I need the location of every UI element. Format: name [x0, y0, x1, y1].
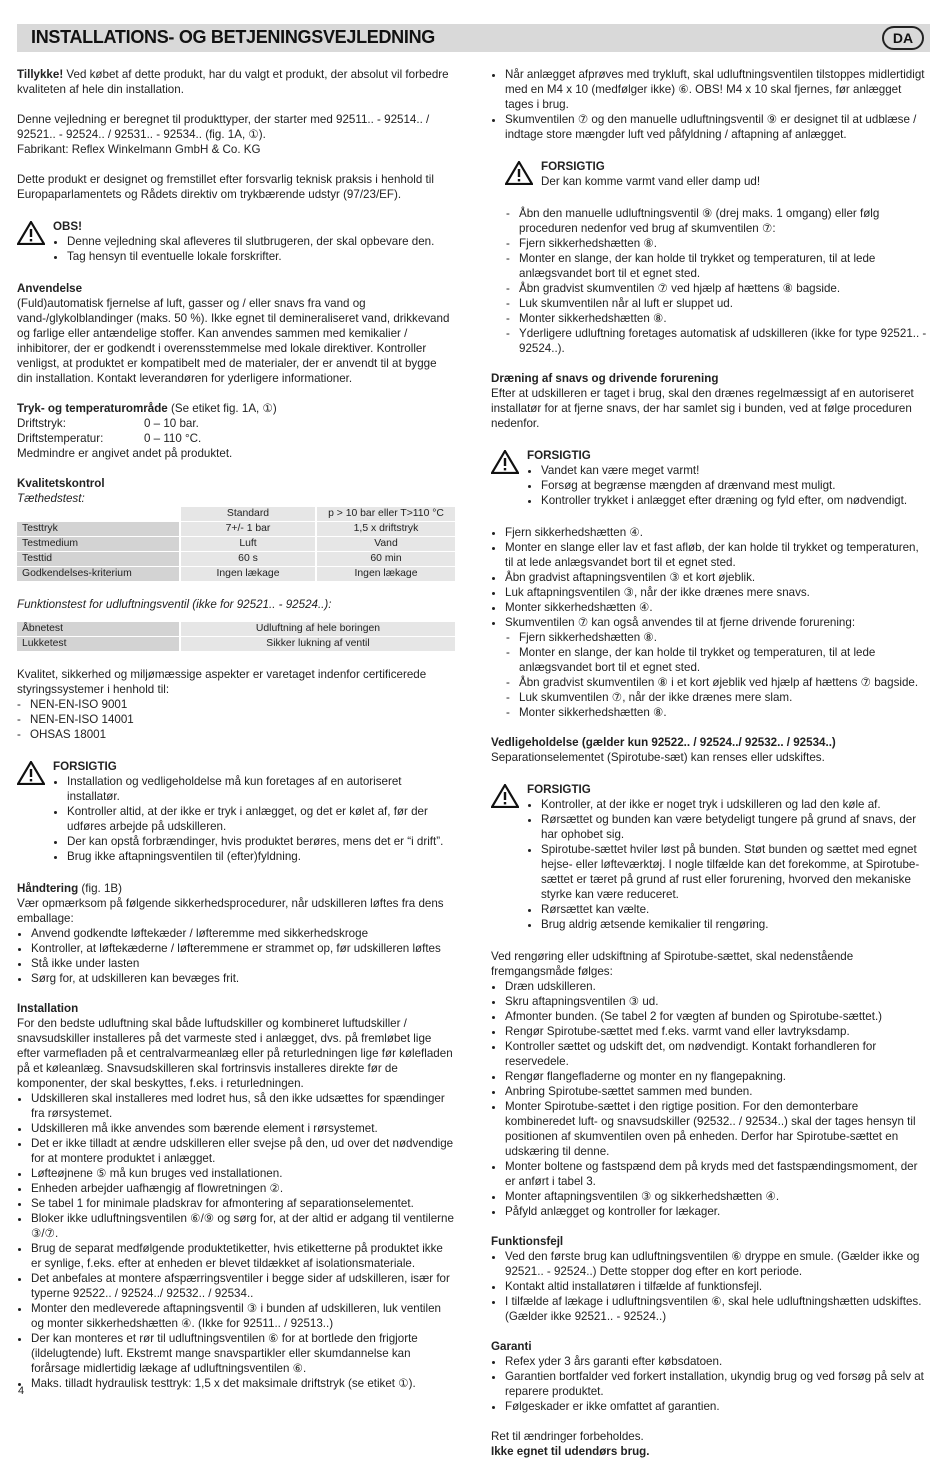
table-row [17, 622, 455, 637]
list-item: • Rørsættet og bunden kan være betydeligt tungere på grund af snavs, der har ophobet sig. [541, 812, 930, 842]
section-heading-funktionsfejl: Funktionsfejl [491, 1235, 564, 1248]
warning-icon [17, 221, 45, 245]
list-item: • Monter den medleverede aftapningsventil ③ i bunden af udskilleren, luk ventilen og monter sikkerhedshætten ④. (Ikke for 92511.. / 92513..) [31, 1301, 455, 1331]
table-cell: Vand [316, 537, 455, 552]
list-item: • Monter Spirotube-sættet i den rigtige position. For den demonterbare kombineredet luft- og snavsudskiller (92532.. / 92534..) skal der tages hensyn til positionen af skumventilen oven på enheden. Derfor har Spirotube-sættet en udskæring til denne. [505, 1099, 930, 1159]
caution-title: FORSIGTIG [541, 160, 605, 173]
list-item: • Garantien bortfalder ved forkert installation, ukyndig brug og ved forsøg på selv at reparere produktet. [505, 1369, 930, 1399]
list-item: • Installation og vedligeholdelse må kun foretages af en autoriseret installatør. [67, 774, 455, 804]
list-item: - Monter en slange, der kan holde til trykket og temperaturen, til at lede anlægsvandet bort til et egnet sted. [519, 251, 930, 281]
list-item: • Refex yder 3 års garanti efter købsdatoen. [505, 1354, 930, 1369]
vedligeholdelse-text: Separationselementet (Spirotube-sæt) kan renses eller udskiftes. [491, 751, 825, 764]
list-item: • Se tabel 1 for minimale pladskrav for afmontering af separationselementet. [31, 1196, 455, 1211]
handtering-text: Vær opmærksom på følgende sikkerhedsprocedurer, når udskilleren løftes fra dens emballage: [17, 897, 444, 925]
kvalitet-systems-text: Kvalitet, sikkerhed og miljømæssige aspekter er varetaget indenfor certificerede styringssystemer i henhold til: [17, 668, 427, 696]
list-item: • Rengør Spirotube-sættet med f.eks. varmt vand eller lavtryksdamp. [505, 1024, 930, 1039]
table-row [17, 637, 455, 652]
section-heading-handtering: Håndtering [17, 882, 79, 895]
table-row [17, 552, 455, 567]
list-item: • Brug de separat medfølgende produktetiketter, hvis etiketterne på produktet ikke er synlige, f.eks. efter at enheden er blevet tildækket af isolationsmateriale. [31, 1241, 455, 1271]
table-header-cell: Standard [180, 507, 316, 522]
table-cell: 1,5 x driftstryk [316, 522, 455, 537]
table-cell: Ingen lækage [316, 567, 455, 582]
test-list [491, 67, 930, 142]
table-cell: Luft [180, 537, 316, 552]
section-heading-garanti: Garanti [491, 1340, 532, 1353]
funktionstest-label: Funktionstest for udluftningsventil (ikke for 92521.. - 92524..): [17, 598, 332, 611]
changes-reserved: Ret til ændringer forbeholdes. [491, 1430, 644, 1443]
list-item: • Luk aftapningsventilen ③, når der ikke drænes mere snavs. [505, 585, 930, 600]
garanti-list [491, 1354, 930, 1414]
intro-paragraph [17, 67, 455, 97]
page-number: 4 [18, 1385, 25, 1397]
table-cell: 60 s [180, 552, 316, 567]
driftstemp-value: 0 – 110 °C. [144, 432, 202, 445]
caution-text: Der kan komme varmt vand eller damp ud! [541, 175, 761, 188]
list-item: • Det er ikke tilladt at ændre udskilleren eller svejse på den, ud over det nødvendige for at montere produktet i anlægget. [31, 1136, 455, 1166]
list-item: • Monter sikkerhedshætten ④. [505, 600, 930, 615]
obs-notice [17, 219, 455, 264]
taethedstest-label: Tæthedstest: [17, 492, 85, 505]
list-item: • Monter boltene og fastspænd dem på kryds med det fastspændingsmoment, der er anført i tabel 3. [505, 1159, 930, 1189]
list-item: • Fjern sikkerhedshætten ④. [505, 525, 930, 540]
table-cell: Ingen lækage [180, 567, 316, 582]
list-item: • Vandet kan være meget varmt! [541, 463, 930, 478]
list-item: • Åbn gradvist aftapningsventilen ③ et kort øjeblik. [505, 570, 930, 585]
driftstryk-row [17, 416, 455, 431]
list-item: - Monter sikkerhedshætten ⑧. [519, 311, 930, 326]
handtering-ref: (fig. 1B) [78, 882, 123, 895]
list-item: • Anbring Spirotube-sættet sammen med bunden. [505, 1084, 930, 1099]
list-item: - Fjern sikkerhedshætten ⑧. [519, 236, 930, 251]
intro-directive: Dette produkt er designet og fremstillet efter forsvarlig teknisk praksis i henhold til Europaparlamentets og Rådets direktiv om trykbærende udstyr (97/23/EF). [17, 173, 434, 201]
list-item: • Forsøg at begrænse mængden af drænvand mest muligt. [541, 478, 930, 493]
table-header-row [17, 507, 455, 522]
list-item: - Monter sikkerhedshætten ⑧. [519, 705, 930, 720]
intro-bold: Tillykke! [17, 68, 64, 81]
intro-manufacturer: Fabrikant: Reflex Winkelmann GmbH & Co. KG [17, 143, 261, 156]
intro-product-types: Denne vejledning er beregnet til produkttyper, der starter med 92511.. - 92514.. / 92521.. - 92524.. / 92531.. - 92534.. (fig. 1A, ①). [17, 113, 430, 141]
list-item: • Udskilleren må ikke anvendes som bærende element i rørsystemet. [31, 1121, 455, 1136]
list-item: • Stå ikke under lasten [31, 956, 455, 971]
list-item: - Fjern sikkerhedshætten ⑧. [519, 630, 930, 645]
list-item: • Afmonter bunden. (Se tabel 2 for vægten af bunden og Spirotube-sættet.) [505, 1009, 930, 1024]
standards-list [17, 697, 455, 742]
installation-list [17, 1091, 455, 1391]
quality-table [17, 507, 455, 582]
list-item: • Enheden arbejder uafhængig af flowretningen ②. [31, 1181, 455, 1196]
section-heading-vedligeholdelse: Vedligeholdelse (gælder kun 92522.. / 92524../ 92532.. / 92534..) [491, 736, 836, 749]
list-item: • Maks. tilladt hydraulisk testtryk: 1,5 x det maksimale driftstryk (se etiket ①). [31, 1376, 455, 1391]
list-item: • Spirotube-sættet hviler løst på bunden. Støt bunden og sættet med egnet hejse- eller løfteværktøj. I nogle tilfælde kan det forekomme, at Spirotube-sættet er tæret på grund af rust eller forurening, hvorved den mekaniske styrke kan være reduceret. [541, 842, 930, 902]
tryk-ref: (Se etiket fig. 1A, ①) [167, 402, 277, 415]
table-cell: Testtryk [17, 522, 180, 537]
section-heading-tryk: Tryk- og temperaturområde [17, 402, 168, 415]
table-cell: Godkendelses-kriterium [17, 567, 180, 582]
caution-notice [491, 159, 930, 189]
venting-steps [491, 206, 930, 356]
list-item: - Monter en slange, der kan holde til trykket og temperaturen, til at lede anlægsvandet bort til et egnet sted. [519, 645, 930, 675]
list-item: - OHSAS 18001 [30, 727, 455, 742]
list-item: • Rørsættet kan vælte. [541, 902, 930, 917]
list-item: - Yderligere udluftning foretages automatisk af udskilleren (ikke for type 92521.. - 92524..). [519, 326, 930, 356]
section-heading-anvendelse: Anvendelse [17, 282, 83, 295]
list-item: - Åbn gradvist skumventilen ⑧ i et kort øjeblik ved hjælp af hættens ⑦ bagside. [519, 675, 930, 690]
list-item: • Skumventilen ⑦ kan også anvendes til at fjerne drivende forurening: [505, 615, 930, 630]
list-item: • Rengør flangefladerne og monter en ny flangepakning. [505, 1069, 930, 1084]
warning-icon [17, 761, 45, 785]
funktionsfejl-list [491, 1249, 930, 1324]
anvendelse-text: (Fuld)automatisk fjernelse af luft, gasser og / eller snavs fra vand og vand-/glykolblandinger (maks. 50 %). Ikke egnet til demineraliseret vand, drikkevand og farlige eller antændelige stoffer. Kan anvendes sammen med kemikalier / inhibitorer, der er godkendt i overensstemmelse med lokale direktiver. Kontroller venligst, at produktet er kompatibelt med de materialer, der er anvendt til at bygge din installation. Kontakt leverandøren for yderligere informationer. [17, 297, 450, 385]
driftstemp-label: Driftstemperatur: [17, 432, 104, 445]
list-item: • Tag hensyn til eventuelle lokale forskrifter. [67, 249, 455, 264]
left-column [17, 67, 455, 1391]
list-item: • Kontroller sættet og udskift det, om nødvendigt. Kontakt forhandleren for reservedele. [505, 1039, 930, 1069]
caution-notice [491, 448, 930, 508]
caution-notice [491, 782, 930, 932]
rengoring-text: Ved rengøring eller udskiftning af Spirotube-sættet, skal nedenstående fremgangsmåde følges: [491, 950, 854, 978]
list-item: • Ved den første brug kan udluftningsventilen ⑥ dryppe en smule. (Gælder ikke og 92521.. - 92524..) Dette stopper dog efter en kort periode. [505, 1249, 930, 1279]
table-cell: 7+/- 1 bar [180, 522, 316, 537]
list-item: • Denne vejledning skal afleveres til slutbrugeren, der skal opbevare den. [67, 234, 455, 249]
table-cell: Lukketest [17, 637, 180, 652]
rengoring-list [491, 979, 930, 1219]
list-item: • Skumventilen ⑦ og den manuelle udluftningsventil ⑨ er designet til at udblæse / indtage store mængder luft ved påfyldning / aftapning af anlægget. [505, 112, 930, 142]
table-cell: Testmedium [17, 537, 180, 552]
table-row [17, 567, 455, 582]
driftstryk-value: 0 – 10 bar. [144, 417, 199, 430]
list-item: • Følgeskader er ikke omfattet af garantien. [505, 1399, 930, 1414]
table-header-cell: p > 10 bar eller T>110 °C [316, 507, 455, 522]
list-item: • Monter aftapningsventilen ③ og sikkerhedshætten ④. [505, 1189, 930, 1204]
list-item: • Anvend godkendte løftekæder / løfteremme med sikkerhedskroge [31, 926, 455, 941]
list-item: • Det anbefales at montere afspærringsventiler i begge sider af udskilleren, især for typerne 92522.. / 92524../ 92532.. / 92534.. [31, 1271, 455, 1301]
list-item: • Monter en slange eller lav et fast afløb, der kan holde til trykket og temperaturen, til at lede anlægsvandet bort til et egnet sted. [505, 540, 930, 570]
table-cell: Testtid [17, 552, 180, 567]
right-column [491, 67, 930, 1459]
section-heading-draening: Dræning af snavs og drivende forurening [491, 372, 719, 385]
list-item: • Der kan opstå forbrændinger, hvis produktet berøres, mens det er “i drift”. [67, 834, 455, 849]
warning-icon [505, 161, 533, 185]
intro-text: Ved købet af dette produkt, har du valgt et produkt, der absolut vil forbedre kvaliteten af hele din installation. [17, 68, 449, 96]
list-item: - Åbn den manuelle udluftningsventil ⑨ (drej maks. 1 omgang) eller følg proceduren nedenfor ved brug af skumventilen ⑦: [519, 206, 930, 236]
table-cell: Udluftning af hele boringen [180, 622, 455, 637]
list-item: • Når anlægget afprøves med trykluft, skal udluftningsventilen tilstoppes midlertidigt med en M4 x 10 (medfølger ikke) ⑥. OBS! M4 x 10 skal fjernes, før anlægget tages i brug. [505, 67, 930, 112]
table-header-cell [17, 507, 180, 522]
list-item: • Løfteøjnene ⑤ må kun bruges ved installationen. [31, 1166, 455, 1181]
page-title: INSTALLATIONS- OG BETJENINGSVEJLEDNING [31, 27, 435, 47]
list-item: • Kontroller altid, at der ikke er tryk i anlægget, og det er kølet af, før der udføres arbejde på udskilleren. [67, 804, 455, 834]
installation-text: For den bedste udluftning skal både luftudskiller og kombineret luftudskiller / snavsudskiller installeres på det varmeste sted i anlægget, dvs. på fremløbet lige efter varmefladen på et centralvarmeanlæg eller på returledningen lige før kølefladen på et køleanlæg. Snavsudskilleren skal fortrinsvis installeres direkte før de komponenter, der skal beskyttes, f.eks. i returledningen. [17, 1017, 453, 1090]
list-item: • Kontroller trykket i anlægget efter dræning og fyld efter, om nødvendigt. [541, 493, 930, 508]
table-row [17, 537, 455, 552]
function-test-table [17, 622, 455, 652]
tryk-note: Medmindre er angivet andet på produktet. [17, 447, 233, 460]
table-cell: Sikker lukning af ventil [180, 637, 455, 652]
list-item: • Kontakt altid installatøren i tilfælde af funktionsfejl. [505, 1279, 930, 1294]
list-item: • Dræn udskilleren. [505, 979, 930, 994]
language-badge: DA [882, 26, 924, 50]
table-cell: Åbnetest [17, 622, 180, 637]
handtering-heading-line [17, 881, 455, 896]
table-cell: 60 min [316, 552, 455, 567]
list-item: • Sørg for, at udskilleren kan bevæges frit. [31, 971, 455, 986]
list-item: - NEN-EN-ISO 9001 [30, 697, 455, 712]
list-item: - Åbn gradvist skumventilen ⑦ ved hjælp af hættens ⑧ bagside. [519, 281, 930, 296]
table-row [17, 522, 455, 537]
list-item: • Der kan monteres et rør til udluftningsventilen ⑥ for at bortlede den frigjorte (ildelugtende) luft. Ekstremt mange snavspartikler eller skumdannelse kan forårsage midlertidig lækage af udluftningsventilen ⑥. [31, 1331, 455, 1376]
list-item: • Brug ikke aftapningsventilen til (efter)fyldning. [67, 849, 455, 864]
list-item: • Kontroller, at løftekæderne / løfteremmene er strammet op, før udskilleren løftes [31, 941, 455, 956]
caution-notice [17, 759, 455, 864]
list-item: • Kontroller, at der ikke er noget tryk i udskilleren og lad den køle af. [541, 797, 930, 812]
list-item: • Udskilleren skal installeres med lodret hus, så den ikke udsættes for spændinger fra rørsystemet. [31, 1091, 455, 1121]
tryk-heading-line [17, 401, 455, 416]
list-item: • Brug aldrig ætsende kemikalier til rengøring. [541, 917, 930, 932]
driftstemp-row [17, 431, 455, 446]
warning-icon [491, 450, 519, 474]
obs-title: OBS! [53, 220, 82, 233]
list-item: - Luk skumventilen når al luft er sluppet ud. [519, 296, 930, 311]
list-item: - NEN-EN-ISO 14001 [30, 712, 455, 727]
draening-list [491, 525, 930, 630]
page-header [17, 24, 930, 52]
section-heading-kvalitet: Kvalitetskontrol [17, 477, 105, 490]
section-heading-installation: Installation [17, 1002, 79, 1015]
draening-sublist [491, 630, 930, 720]
list-item: • Skru aftapningsventilen ③ ud. [505, 994, 930, 1009]
outdoor-warning: Ikke egnet til udendørs brug. [491, 1445, 650, 1458]
caution-title: FORSIGTIG [527, 449, 591, 462]
caution-title: FORSIGTIG [527, 783, 591, 796]
warning-icon [491, 784, 519, 808]
draening-text: Efter at udskilleren er taget i brug, skal den drænes regelmæssigt af en autoriseret installatør for at fjerne snavs, der har samlet sig i bunden, ved at følge proceduren nedenfor. [491, 387, 914, 430]
list-item: • Bloker ikke udluftningsventilen ⑥/⑨ og sørg for, at der altid er adgang til ventilerne ③/⑦. [31, 1211, 455, 1241]
list-item: - Luk skumventilen ⑦, når der ikke drænes mere slam. [519, 690, 930, 705]
list-item: • Påfyld anlægget og kontroller for lækager. [505, 1204, 930, 1219]
handling-list [17, 926, 455, 986]
caution-title: FORSIGTIG [53, 760, 117, 773]
driftstryk-label: Driftstryk: [17, 417, 66, 430]
list-item: • I tilfælde af lækage i udluftningsventilen ⑥, skal hele udluftningshætten udskiftes. (Gælder ikke 92521.. - 92524..) [505, 1294, 930, 1324]
